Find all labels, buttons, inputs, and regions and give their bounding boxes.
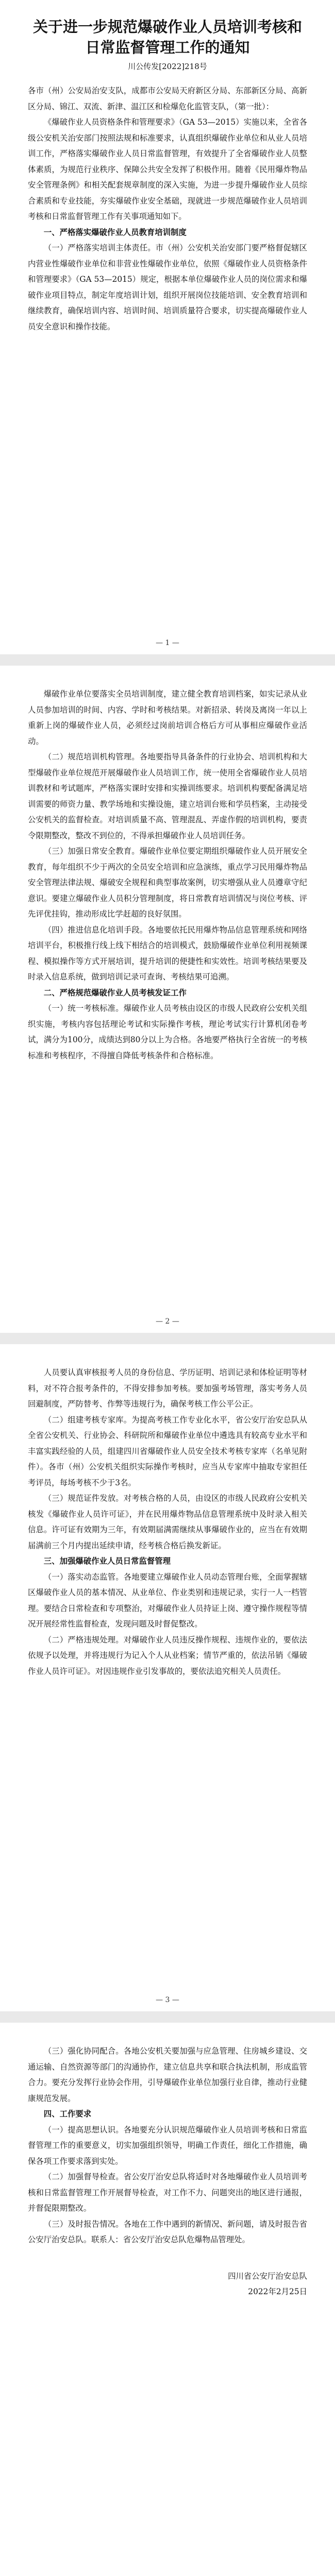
paragraph: （三）加强日常安全教育。爆破作业单位要定期组织爆破作业人员开展安全教育，每年组织不少于两次的全员安全培训和应急演练，重点学习民用爆炸物品安全管理法律法规、爆破安全规程和典型事故案例，切实增强从业人员遵章守纪意识。要建立爆破作业人员积分管理制度，将日常教育培训情况与岗位考核、评先评优挂钩，推动形成比学赶超的良好氛围。 [28,846,307,919]
paragraph: （一）提高思想认识。各地要充分认识规范爆破作业人员培训考核和日常监督管理工作的重要意义，切实加强组织领导，明确工作责任，细化工作措施，确保各项工作要求落到实处。 [28,2125,307,2166]
issuer-signature: 四川省公安厅治安总队 [228,2271,307,2281]
page-2-body [28,686,307,1063]
section-heading: 一、严格落实爆破作业人员教育培训制度 [43,227,187,237]
page-3-body [28,1365,307,1679]
title-line-1: 关于进一步规范爆破作业人员培训考核和 [32,18,302,36]
paragraph: （二）加强督导检查。省公安厅治安总队将适时对各地爆破作业人员培训考核和日常监督管理工作开展督导检查，对工作不力、问题突出的地区进行通报，并督促限期整改。 [28,2172,307,2213]
paragraph: 《爆破作业人员资格条件和管理要求》（GA 53—2015）实施以来，全省各级公安机关治安部门按照法规和标准要求，认真组织爆破作业单位和从业人员培训工作，严格落实爆破作业人员日常监督管理，有效提升了全省爆破作业人员整体素质，为规范行业秩序、保障公共安全发挥了积极作用。随着《民用爆炸物品安全管理条例》和相关配套规章制度的深入实施，为进一步提升爆破作业人员综合素质和专业技能，夯实爆破作业安全基础，现就进一步规范爆破作业人员培训考核和日常监督管理工作有关事项通知如下。 [28,117,307,221]
paragraph: （三）强化协同配合。各地公安机关要加强与应急管理、住房城乡建设、交通运输、自然资源等部门的沟通协作，建立信息共享和联合执法机制，形成监管合力。要充分发挥行业协会作用，引导爆破作业单位加强行业自律，推动行业健康规范发展。 [28,2046,307,2103]
page-4 [0,2023,335,2576]
page-3 [0,1344,335,2011]
page-number: — 3 — [156,1996,179,2004]
page-1 [0,0,335,654]
page-number: — 2 — [156,1317,179,1326]
paragraph: （二）组建考核专家库。为提高考核工作专业化水平，省公安厅治安总队从全省公安机关、行业协会、科研院所和爆破作业单位中遴选具有较高专业水平和丰富实践经验的人员，组建四川省爆破作业人员安全技术考核专家库（名单见附件）。各市（州）公安机关组织实际操作考核时，应当从专家库中抽取专家担任考评员，每场考核不少于3名。 [28,1415,307,1487]
paragraph: 人员要认真审核报考人员的身份信息、学历证明、培训记录和体检证明等材料，对不符合报考条件的，不得安排参加考核。要加强考场管理，落实考务人员回避制度，严防替考、作弊等违规行为，确保考核工作公平公正。 [28,1368,307,1409]
document-title [28,16,307,58]
page-2 [0,666,335,1333]
paragraph: （二）规范培训机构管理。各地要指导具备条件的行业协会、培训机构和大型爆破作业单位规范开展爆破作业人员培训工作，统一使用全省爆破作业人员培训教材和考试题库，严格落实课时安排和实操训练要求。培训机构要配备满足培训需要的师资力量、教学场地和实操设施，建立培训台账和学员档案，主动接受公安机关的监督检查。对培训质量不高、管理混乱、弄虚作假的培训机构，要责令限期整改，整改不到位的，不得承担爆破作业人员培训任务。 [28,752,307,840]
page-number: — 1 — [156,639,179,647]
section-heading: 二、严格规范爆破作业人员考核发证工作 [43,988,187,997]
paragraph: （三）及时报告情况。各地在工作中遇到的新情况、新问题，请及时报告省公安厅治安总队。联系人：省公安厅治安总队危爆物品管理处。 [28,2219,307,2244]
document-number: 川公传发[2022]218号 [128,62,207,71]
paragraph: （四）推进信息化培训手段。各地要依托民用爆炸物品信息管理系统和网络培训平台，积极推行线上线下相结合的培训模式，鼓励爆破作业单位利用视频课程、模拟操作等方式开展培训，提升培训的便捷性和实效性。培训考核结果要及时录入信息系统，做到培训记录可查询、考核结果可追溯。 [28,925,307,981]
paragraph: （一）落实动态监管。各地要建立爆破作业人员动态管理台账，全面掌握辖区爆破作业人员的基本情况、从业单位、作业类别和违规记录，实行一人一档管理。要结合日常检查和专项整治，对爆破作业人员持证上岗、遵守操作规程等情况开展经常性监督检查，发现问题及时督促整改。 [28,1572,307,1629]
page-4-body [28,2043,307,2248]
paragraph: （二）严格违规处理。对爆破作业人员违反操作规程、违规作业的，要依法依规予以处理，并将违规行为记入个人从业档案；情节严重的，依法吊销《爆破作业人员许可证》。对因违规作业引发事故的，要依法追究相关人员责任。 [28,1635,307,1676]
page-1-body [28,83,307,334]
section-heading: 三、加强爆破作业人员日常监督管理 [43,1556,171,1566]
paragraph: 爆破作业单位要落实全员培训制度，建立健全教育培训档案，如实记录从业人员参加培训的时间、内容、学时和考核结果。对新招录、转岗及离岗一年以上重新上岗的爆破作业人员，必须经过岗前培训合格后方可从事相应爆破作业活动。 [28,689,307,746]
paragraph: 各市（州）公安局治安支队，成都市公安局天府新区分局、东部新区分局、高新区分局、锦江、双流、新津、温江区和检爆危化监管支队，（第一批）： [28,86,307,111]
issue-date: 2022年2月25日 [248,2287,307,2296]
paragraph: （一）统一考核标准。爆破作业人员考核由设区的市级人民政府公安机关组织实施，考核内容包括理论考试和实际操作考核，理论考试实行计算机闭卷考试，满分为100分，成绩达到80分以上为合格。各地要严格执行全省统一的考核标准和考核程序，不得擅自降低考核条件和合格标准。 [28,1004,307,1060]
title-line-2: 日常监督管理工作的通知 [85,39,250,56]
paragraph: （一）严格落实培训主体责任。市（州）公安机关治安部门要严格督促辖区内营业性爆破作业单位和非营业性爆破作业单位，依照《爆破作业人员资格条件和管理要求》（GA 53—2015）规定，根据本单位爆破作业人员的岗位需求和爆破作业项目特点，制定年度培训计划，组织开展岗位技能培训、安全教育培训和继续教育，确保培训内容、培训时间、培训质量符合要求，切实提高爆破作业人员安全意识和操作技能。 [28,243,307,331]
paragraph: （三）规范证件发放。对考核合格的人员，由设区的市级人民政府公安机关核发《爆破作业人员许可证》，并在民用爆炸物品信息管理系统中及时录入相关信息。许可证有效期为三年，有效期届满需继续从事爆破作业的，应当在有效期届满前三个月内提出延续申请，经考核合格后换发新证。 [28,1494,307,1550]
section-heading: 四、工作要求 [43,2109,92,2119]
